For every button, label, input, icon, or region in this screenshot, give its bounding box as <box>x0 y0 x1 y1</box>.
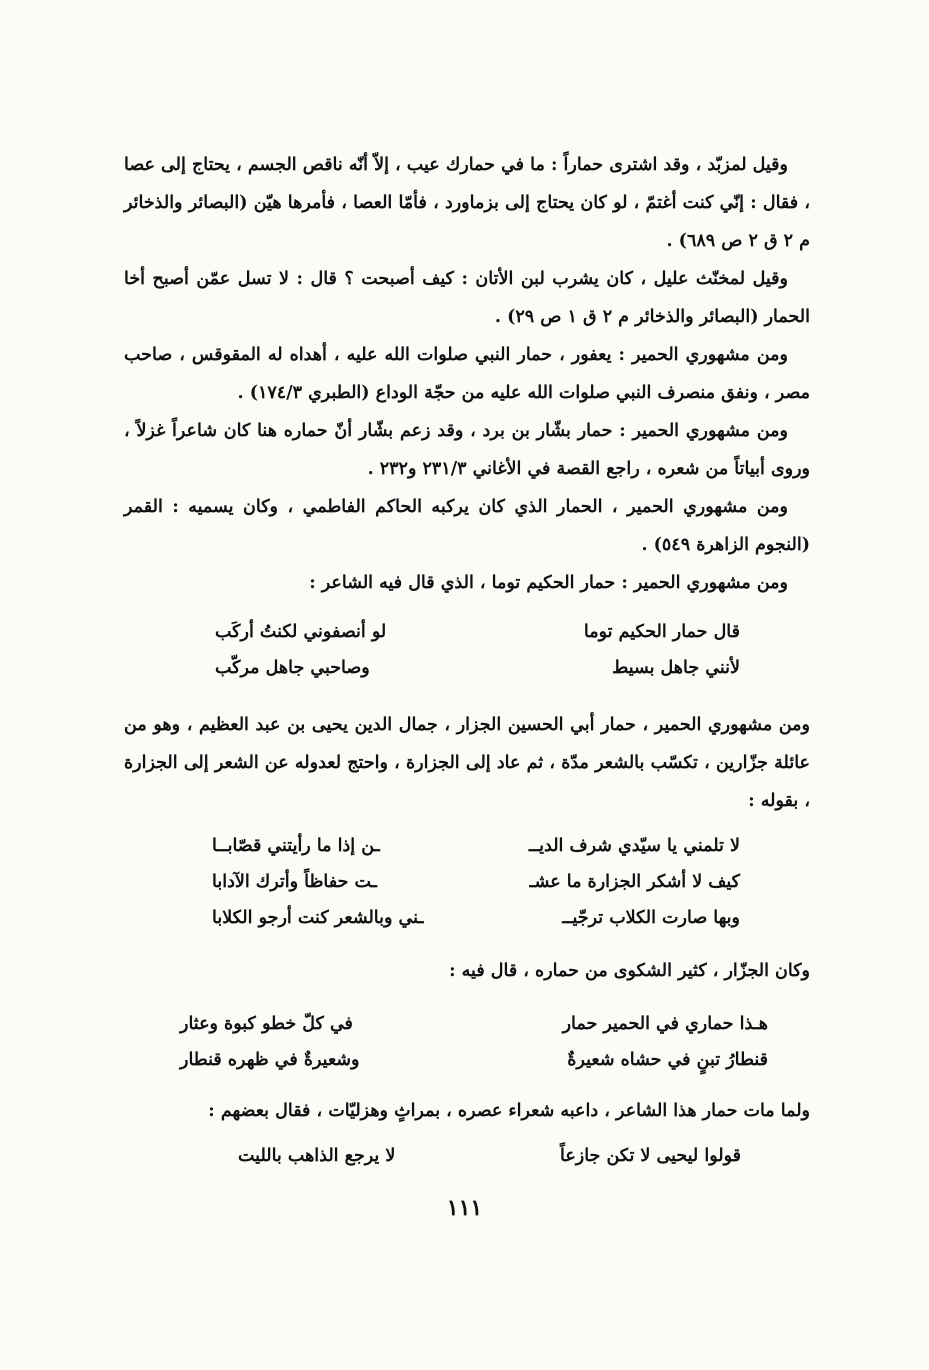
paragraph-mazbad: وقيل لمزبّد ، وقد اشترى حماراً : ما في حمارك عيب ، إلاّ أنّه ناقص الجسم ، يحتاج إلى عصا ، فقال : إنّي كنت أغتمّ ، لو كان يحتاج إلى بزماورد ، فأمّا العصا ، فأمرها هيّن (البصائر والذخائر م ٢ ق ٢ ص ٦٨٩) . <box>124 155 810 251</box>
paragraph-bashshar: ومن مشهوري الحمير : حمار بشّار بن برد ، وقد زعم بشّار أنّ حماره هنا كان شاعراً غزلاً ، وروى أبياتاً من شعره ، راجع القصة في الأغاني ٢٣١/٣ و٢٣٢ . <box>124 421 810 479</box>
verse-hemistich-left: ـت حفاظاً وأترك الآدابا <box>212 872 377 892</box>
verse-hemistich-right: كيف لا أشكر الجزارة ما عشـ <box>529 872 740 892</box>
verse-hemistich-right: قولوا ليحيى لا تكن جازعاً <box>560 1146 741 1166</box>
verse-hemistich-right: لأنني جاهل بسيط <box>612 658 740 678</box>
verse-hemistich-left: وصاحبي جاهل مركّب <box>215 658 370 678</box>
verse-line <box>212 828 740 864</box>
prose-block-4 <box>124 1092 810 1130</box>
page-number: ١١١ <box>446 1195 483 1221</box>
verse-hemistich-right: وبها صارت الكلاب ترجّيــ <box>562 908 740 928</box>
verse-line <box>215 614 740 650</box>
verse-block-jazzar <box>212 828 740 936</box>
verse-hemistich-left: لو أنصفوني لكنتُ أركَب <box>215 622 387 642</box>
verse-hemistich-right: قال حمار الحكيم توما <box>583 622 740 642</box>
verse-block-donkey <box>180 1006 768 1078</box>
verse-line <box>215 650 740 686</box>
verse-hemistich-left: ـني وبالشعر كنت أرجو الكلابا <box>212 908 424 928</box>
verse-line <box>180 1042 768 1078</box>
prose-block-2 <box>124 706 810 820</box>
verse-line <box>180 1006 768 1042</box>
verse-hemistich-right: هـذا حماري في الحمير حمار <box>562 1014 768 1034</box>
verse-hemistich-left: وشعيرةٌ في ظهره قنطار <box>180 1050 360 1070</box>
verse-hemistich-right: لا تلمني يا سيّدي شرف الديــ <box>528 836 740 856</box>
verse-hemistich-left: في كلّ خطو كبوة وعثار <box>180 1014 353 1034</box>
paragraph-jazzar-complaint: وكان الجزّار ، كثير الشكوى من حماره ، قال فيه : <box>449 961 810 981</box>
verse-line <box>212 864 740 900</box>
paragraph-mukhannath: وقيل لمخنّث عليل ، كان يشرب لبن الأتان : كيف أصبحت ؟ قال : لا تسل عمّن أصبح أخا الحمار (البصائر والذخائر م ٢ ق ١ ص ٢٩) . <box>124 269 810 327</box>
verse-line <box>212 900 740 936</box>
verse-hemistich-left: ـن إذا ما رأيتني قصّابــا <box>212 836 380 856</box>
verse-hemistich-left: لا يرجع الذاهب بالليت <box>238 1146 396 1166</box>
paragraph-hakim-fatimi: ومن مشهوري الحمير ، الحمار الذي كان يركبه الحاكم الفاطمي ، وكان يسميه : القمر (النجوم الزاهرة ٥٤٩) . <box>124 497 810 555</box>
paragraph-tuma: ومن مشهوري الحمير : حمار الحكيم توما ، الذي قال فيه الشاعر : <box>309 573 788 593</box>
prose-block-3 <box>124 952 810 990</box>
verse-line <box>238 1138 741 1174</box>
paragraph-elegy: ولما مات حمار هذا الشاعر ، داعبه شعراء عصره ، بمراثٍ وهزليّات ، فقال بعضهم : <box>208 1101 810 1121</box>
verse-hemistich-right: قنطارُ تبنٍ في حشاه شعيرةٌ <box>567 1050 768 1070</box>
paragraph-yafur: ومن مشهوري الحمير : يعفور ، حمار النبي صلوات الله عليه ، أهداه له المقوقس ، صاحب مصر ، ونفق منصرف النبي صلوات الله عليه من حجّة الوداع (الطبري ١٧٤/٣) . <box>124 345 810 403</box>
verse-block-elegy <box>238 1138 741 1174</box>
prose-block-1 <box>124 146 810 602</box>
paragraph-jazzar: ومن مشهوري الحمير ، حمار أبي الحسين الجزار ، جمال الدين يحيى بن عبد العظيم ، وهو من عائلة جزّارين ، تكسّب بالشعر مدّة ، ثم عاد إلى الجزارة ، واحتج لعدوله عن الشعر إلى الجزارة ، بقوله : <box>124 715 810 811</box>
verse-block-tuma <box>215 614 740 686</box>
